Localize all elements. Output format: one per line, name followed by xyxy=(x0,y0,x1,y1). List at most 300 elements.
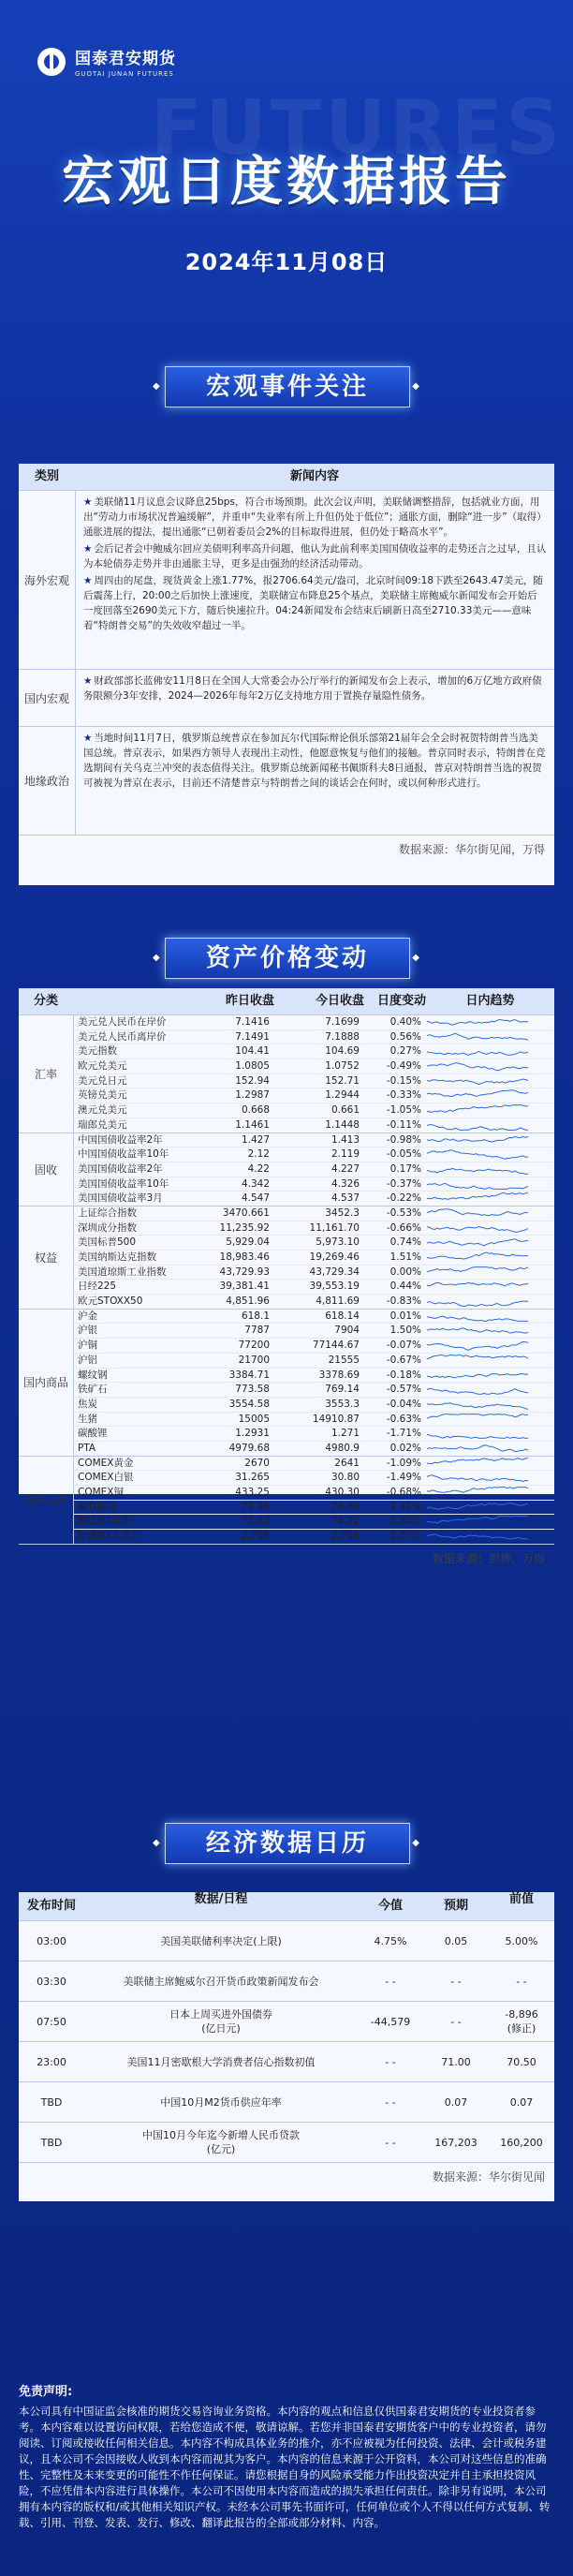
asset-section-banner xyxy=(0,932,573,985)
sparkline-line xyxy=(427,1355,528,1358)
asset-today-close: 1.2944 xyxy=(325,1089,360,1102)
calendar-source-note: 数据来源：华尔街见闻 xyxy=(19,2162,554,2190)
macro-col-category: 类别 xyxy=(34,469,59,483)
sparkline-line xyxy=(427,1389,528,1395)
intraday-sparkline xyxy=(427,1044,554,1059)
asset-row xyxy=(74,1044,554,1059)
calendar-event: 美国11月密歇根大学消费者信心指数初值 xyxy=(126,2055,316,2068)
asset-daily-change: 0.56% xyxy=(389,1030,421,1043)
sparkline-svg xyxy=(427,1192,528,1205)
calendar-row xyxy=(19,2122,554,2162)
asset-daily-change: -0.57% xyxy=(386,1384,421,1396)
calendar-row xyxy=(19,2081,554,2122)
intraday-sparkline xyxy=(427,1457,554,1471)
intraday-sparkline xyxy=(427,1413,554,1427)
calendar-time: 03:30 xyxy=(37,1975,66,1988)
asset-today-close: 4.537 xyxy=(331,1192,360,1205)
asset-col-category: 分类 xyxy=(33,994,58,1008)
calendar-forecast: 71.00 xyxy=(441,2055,471,2068)
asset-daily-change: -0.49% xyxy=(386,1060,421,1073)
asset-name: 英镑兑美元 xyxy=(78,1089,127,1102)
macro-news-item xyxy=(83,573,547,633)
asset-row xyxy=(74,1147,554,1162)
sparkline-svg xyxy=(427,1088,528,1102)
calendar-previous: 5.00% xyxy=(505,1934,538,1947)
asset-daily-change: -0.33% xyxy=(386,1089,421,1102)
macro-category: 海外宏观 xyxy=(19,491,76,669)
asset-name: 生猪 xyxy=(78,1413,97,1425)
sparkline-svg xyxy=(427,1030,528,1044)
sparkline-line xyxy=(427,1090,528,1097)
intraday-sparkline xyxy=(427,1530,554,1544)
asset-prev-close: 7.1416 xyxy=(235,1016,270,1028)
asset-name: 瑞郎兑美元 xyxy=(78,1118,127,1131)
star-icon: ★ xyxy=(83,733,93,744)
sparkline-line xyxy=(427,1445,528,1452)
calendar-col-actual: 今值 xyxy=(377,1899,403,1913)
calendar-col-forecast: 预期 xyxy=(443,1899,468,1913)
intraday-sparkline xyxy=(427,1354,554,1368)
asset-prev-close: 15005 xyxy=(238,1413,270,1425)
asset-name: 深圳成分指数 xyxy=(78,1221,137,1234)
star-icon: ★ xyxy=(83,543,93,555)
calendar-row xyxy=(19,2001,554,2041)
sparkline-svg xyxy=(427,1147,528,1161)
calendar-previous: -8,896 (修正) xyxy=(505,2008,538,2035)
intraday-sparkline xyxy=(427,1501,554,1515)
asset-prev-close: 4,851.96 xyxy=(226,1295,270,1308)
asset-today-close: 1.1448 xyxy=(325,1118,360,1131)
asset-prev-close: 773.58 xyxy=(235,1384,270,1396)
intraday-sparkline xyxy=(427,1398,554,1412)
asset-name: 沪铜 xyxy=(78,1340,97,1352)
sparkline-svg xyxy=(427,1177,528,1191)
asset-prev-close: 75.63 xyxy=(241,1516,270,1528)
calendar-row xyxy=(19,1920,554,1961)
asset-rows xyxy=(74,1310,554,1456)
intraday-sparkline xyxy=(427,1088,554,1103)
calendar-event: 中国10月M2货币供应年率 xyxy=(160,2095,282,2109)
asset-prev-close: 77200 xyxy=(238,1340,270,1352)
intraday-sparkline xyxy=(427,1192,554,1206)
sparkline-line xyxy=(427,1252,528,1259)
sparkline-line xyxy=(427,1475,528,1482)
sparkline-line xyxy=(427,1079,528,1085)
asset-today-close: 74.92 xyxy=(331,1516,360,1528)
sparkline-line xyxy=(427,1063,528,1071)
sparkline-svg xyxy=(427,1427,528,1440)
asset-table-body xyxy=(19,1014,554,1544)
sparkline-svg xyxy=(427,1280,528,1293)
intraday-sparkline xyxy=(427,1266,554,1280)
calendar-actual: - - xyxy=(385,2136,396,2149)
asset-prev-close: 1.1461 xyxy=(235,1118,270,1131)
asset-col-intraday-trend: 日内趋势 xyxy=(465,994,515,1008)
sparkline-line xyxy=(427,1403,528,1410)
asset-row xyxy=(74,1059,554,1074)
asset-today-close: 3553.3 xyxy=(325,1398,360,1410)
sparkline-line xyxy=(427,1373,528,1377)
asset-prev-close: 618.1 xyxy=(241,1310,270,1322)
asset-row xyxy=(74,1427,554,1442)
asset-price-card xyxy=(19,988,554,1565)
disclaimer-text: 本公司具有中国证监会核准的期货交易咨询业务资格。本内容的观点和信息仅供国泰君安期货的专业投资者参考。本内容难以设置访问权限，若给您造成不便，敬请谅解。若您并非国泰君安期货客户中的专业投资者，请勿阅读、订阅或接收任何相关信息。本内容不构成具体业务的推介，亦不应被视为任何投资、法律、会计或税务建议，且本公司不会因接收人收到本内容而视其为客户。本内容的信息来源于公开资料，本公司对这些信息的准确性、完整性及未来变更的可能性不作任何保证。请您根据自身的风险承受能力作出投资决定并自主承担投资风险，不应凭借本内容进行具体操作。本公司不因使用本内容而造成的损失承担任何责任。除非另有说明，本公司拥有本内容的版权和/或其他相关知识产权。未经本公司事先书面许可，任何单位或个人不得以任何方式复制、转载、引用、刊登、发表、发行、修改、翻译此报告的全部或部分材料、内容。 xyxy=(19,2405,551,2529)
macro-section-title: ◆ 宏观事件关注 ◆ xyxy=(165,366,410,407)
sparkline-svg xyxy=(427,1118,528,1132)
asset-name: 美元兑日元 xyxy=(78,1074,127,1087)
intraday-sparkline xyxy=(427,1207,554,1221)
calendar-section-title: ◆ 经济数据日历 ◆ xyxy=(165,1823,410,1864)
asset-today-close: 430.30 xyxy=(325,1487,360,1498)
sparkline-line xyxy=(427,1033,528,1040)
asset-daily-change: -0.53% xyxy=(386,1207,421,1219)
asset-name: BRENT原油 xyxy=(78,1516,131,1528)
sparkline-svg xyxy=(427,1457,528,1470)
company-name-cn: 国泰君安期货 xyxy=(75,50,176,68)
asset-prev-close: 7787 xyxy=(244,1325,270,1337)
asset-prev-close: 18,983.46 xyxy=(219,1251,270,1263)
intraday-sparkline xyxy=(427,1383,554,1397)
calendar-time: 03:00 xyxy=(37,1934,66,1947)
asset-daily-change: -1.71% xyxy=(386,1428,421,1440)
asset-row xyxy=(74,1030,554,1045)
asset-name: 美国国债收益率3月 xyxy=(78,1192,163,1205)
sparkline-line xyxy=(427,1020,528,1026)
macro-section-banner xyxy=(0,361,573,413)
asset-col-prev-close: 昨日收盘 xyxy=(225,994,274,1008)
asset-prev-close: 1.0805 xyxy=(235,1060,270,1073)
asset-row xyxy=(74,1310,554,1325)
asset-rows xyxy=(74,1133,554,1206)
asset-today-close: 2.758 xyxy=(331,1531,360,1543)
intraday-sparkline xyxy=(427,1324,554,1338)
intraday-sparkline xyxy=(427,1059,554,1073)
asset-daily-change: -0.67% xyxy=(386,1354,421,1366)
sparkline-line xyxy=(427,1105,528,1113)
asset-prev-close: 7.1491 xyxy=(235,1030,270,1043)
calendar-actual: 4.75% xyxy=(374,1934,407,1947)
asset-daily-change: -1.09% xyxy=(386,1457,421,1469)
sparkline-line xyxy=(427,1239,528,1246)
asset-row xyxy=(74,1486,554,1501)
asset-name: COMEX白银 xyxy=(78,1472,134,1484)
asset-daily-change: -0.05% xyxy=(386,1148,421,1161)
asset-name: 澳元兑美元 xyxy=(78,1104,127,1117)
sparkline-svg xyxy=(427,1133,528,1147)
asset-today-close: 14910.87 xyxy=(312,1413,360,1425)
calendar-event: 日本上周买进外国债券 (亿日元) xyxy=(169,2008,272,2035)
sparkline-svg xyxy=(427,1207,528,1220)
asset-row xyxy=(74,1074,554,1089)
asset-name: 沪铝 xyxy=(78,1354,97,1366)
intraday-sparkline xyxy=(427,1074,554,1088)
calendar-forecast: 167,203 xyxy=(434,2136,478,2149)
asset-today-close: 104.69 xyxy=(325,1045,360,1058)
asset-today-close: 19,269.46 xyxy=(309,1251,360,1263)
calendar-event: 美国美联储利率决定(上限) xyxy=(160,1934,282,1947)
asset-name: 美元指数 xyxy=(78,1045,117,1058)
calendar-col-previous: 前值 xyxy=(508,1892,534,1906)
calendar-time: TBD xyxy=(40,2136,63,2149)
sparkline-svg xyxy=(427,1015,528,1029)
logo-icon xyxy=(37,48,66,76)
asset-name: 美国国债收益率2年 xyxy=(78,1162,163,1175)
asset-today-close: 152.71 xyxy=(325,1074,360,1087)
star-icon: ★ xyxy=(83,575,93,586)
calendar-col-time: 发布时间 xyxy=(26,1899,76,1913)
asset-section-title: ◆ 资产价格变动 ◆ xyxy=(165,938,410,979)
macro-news-text: 美联储11月议息会议降息25bps，符合市场预期。此次会议声明，美联储调整措辞，包括就业方面，用出“劳动力市场状况普遍缓解”，并重申“失业率有所上升但仍处于低位”；通胀方面，删除“进一步”（取得）通胀进展的提法，提出通胀“已朝着委员会2%的目标取得进展，但仍处于略高水平”。 xyxy=(83,496,547,538)
asset-today-close: 7.1699 xyxy=(325,1016,360,1028)
sparkline-line xyxy=(427,1316,528,1321)
macro-news-item xyxy=(83,541,547,571)
sparkline-line xyxy=(427,1209,528,1216)
report-date: 2024年11月08日 xyxy=(184,249,389,275)
sparkline-svg xyxy=(427,1398,528,1411)
sparkline-svg xyxy=(427,1162,528,1176)
asset-prev-close: 5,929.04 xyxy=(226,1236,270,1249)
calendar-actual: - - xyxy=(385,2095,396,2109)
asset-row xyxy=(74,1369,554,1384)
sparkline-line xyxy=(427,1136,528,1142)
asset-prev-close: 31.265 xyxy=(235,1472,270,1484)
company-logo xyxy=(37,45,176,78)
intraday-sparkline xyxy=(427,1133,554,1147)
asset-daily-change: -1.49% xyxy=(386,1472,421,1484)
intraday-sparkline xyxy=(427,1103,554,1118)
macro-row xyxy=(19,490,554,669)
calendar-forecast: - - xyxy=(450,2015,462,2028)
intraday-sparkline xyxy=(427,1147,554,1162)
asset-daily-change: -0.15% xyxy=(386,1074,421,1087)
sparkline-svg xyxy=(427,1413,528,1426)
calendar-previous: 70.50 xyxy=(507,2055,536,2068)
report-header xyxy=(0,0,573,323)
asset-prev-close: 3554.58 xyxy=(228,1398,270,1410)
asset-daily-change: 0.44% xyxy=(389,1281,421,1293)
calendar-previous: - - xyxy=(516,1975,527,1988)
asset-daily-change: 0.02% xyxy=(389,1442,421,1454)
asset-today-close: 7.1888 xyxy=(325,1030,360,1043)
asset-name: 美国标普500 xyxy=(78,1236,137,1249)
sparkline-svg xyxy=(427,1354,528,1367)
sparkline-line xyxy=(427,1266,528,1271)
calendar-time: 07:50 xyxy=(37,2015,66,2028)
asset-group xyxy=(19,1309,554,1456)
asset-row xyxy=(74,1471,554,1486)
asset-name: 碳酸锂 xyxy=(78,1428,108,1440)
asset-row xyxy=(74,1236,554,1251)
intraday-sparkline xyxy=(427,1339,554,1353)
asset-row xyxy=(74,1457,554,1472)
macro-table-body xyxy=(19,490,554,835)
asset-daily-change: 0.07% xyxy=(389,1531,421,1543)
company-name-en: GUOTAI JUNAN FUTURES xyxy=(75,70,174,78)
asset-category: 汇率 xyxy=(19,1015,74,1133)
asset-name: WTI原油 xyxy=(78,1501,116,1513)
asset-daily-change: 0.27% xyxy=(389,1045,421,1058)
macro-items xyxy=(76,727,554,835)
asset-name: 日经225 xyxy=(78,1281,117,1293)
asset-today-close: 11,161.70 xyxy=(309,1221,360,1234)
sparkline-svg xyxy=(427,1251,528,1264)
asset-daily-change: -0.22% xyxy=(386,1192,421,1205)
sparkline-svg xyxy=(427,1515,528,1528)
asset-daily-change: -0.04% xyxy=(386,1398,421,1410)
star-icon: ★ xyxy=(83,496,93,508)
asset-daily-change: 1.50% xyxy=(389,1325,421,1337)
sparkline-line xyxy=(427,1283,528,1287)
asset-daily-change: 0.01% xyxy=(389,1310,421,1322)
intraday-sparkline xyxy=(427,1221,554,1236)
asset-today-close: 2641 xyxy=(334,1457,360,1469)
asset-today-close: 4.326 xyxy=(331,1177,360,1190)
intraday-sparkline xyxy=(427,1515,554,1529)
report-title: 宏观日度数据报告 xyxy=(62,152,511,213)
asset-name: COMEX黄金 xyxy=(78,1457,134,1469)
asset-prev-close: 43,729.93 xyxy=(219,1266,270,1278)
intraday-sparkline xyxy=(427,1177,554,1192)
asset-rows xyxy=(74,1457,554,1544)
asset-today-close: 1.271 xyxy=(331,1428,360,1440)
calendar-row xyxy=(19,2041,554,2081)
macro-col-content: 新闻内容 xyxy=(289,469,339,483)
asset-daily-change: -0.68% xyxy=(386,1487,421,1498)
macro-news-item xyxy=(83,731,547,791)
asset-row xyxy=(74,1295,554,1309)
asset-row xyxy=(74,1339,554,1354)
sparkline-line xyxy=(427,1458,528,1463)
asset-row xyxy=(74,1280,554,1295)
calendar-actual: - - xyxy=(385,1975,396,1988)
disclaimer-title: 免责声明: xyxy=(19,2385,73,2399)
asset-row xyxy=(74,1383,554,1398)
asset-today-close: 7904 xyxy=(334,1325,360,1337)
asset-row xyxy=(74,1324,554,1339)
sparkline-svg xyxy=(427,1236,528,1249)
macro-category: 国内宏观 xyxy=(19,670,76,726)
asset-daily-change: -1.49% xyxy=(386,1501,421,1513)
asset-today-close: 39,553.19 xyxy=(309,1281,360,1293)
calendar-previous: 0.07 xyxy=(509,2095,534,2109)
asset-today-close: 618.14 xyxy=(325,1310,360,1322)
asset-prev-close: 1.427 xyxy=(241,1133,270,1146)
asset-name: 沪银 xyxy=(78,1325,97,1337)
macro-events-card xyxy=(19,464,554,885)
asset-prev-close: 433.25 xyxy=(235,1487,270,1498)
calendar-event: 美联储主席鲍威尔召开货币政策新闻发布会 xyxy=(123,1975,319,1988)
sparkline-line xyxy=(427,1301,528,1306)
asset-table-header xyxy=(19,988,554,1014)
asset-row xyxy=(74,1354,554,1369)
asset-today-close: 70.89 xyxy=(331,1501,360,1513)
sparkline-svg xyxy=(427,1295,528,1308)
asset-group xyxy=(19,1206,554,1309)
asset-daily-change: 0.74% xyxy=(389,1236,421,1249)
asset-category: 国内商品 xyxy=(19,1310,74,1456)
intraday-sparkline xyxy=(427,1471,554,1485)
macro-news-text: 财政部部长蓝佛安11月8日在全国人大常委会办公厅举行的新闻发布会上表示，增加的6万亿地方政府债务限额分3年安排，2024—2026年每年2万亿支持地方用于置换存量隐性债务。 xyxy=(83,675,542,702)
asset-row xyxy=(74,1251,554,1266)
asset-rows xyxy=(74,1207,554,1309)
asset-name: 螺纹钢 xyxy=(78,1369,108,1381)
sparkline-svg xyxy=(427,1471,528,1484)
macro-row xyxy=(19,726,554,835)
asset-row xyxy=(74,1177,554,1192)
asset-prev-close: 11,235.92 xyxy=(219,1221,270,1234)
calendar-forecast: - - xyxy=(450,1975,462,1988)
macro-row xyxy=(19,669,554,726)
asset-category: 海外商品 xyxy=(19,1457,74,1544)
intraday-sparkline xyxy=(427,1295,554,1309)
asset-prev-close: 1.2987 xyxy=(235,1089,270,1102)
calendar-time: 23:00 xyxy=(37,2055,66,2068)
calendar-time: TBD xyxy=(40,2095,63,2109)
sparkline-svg xyxy=(427,1486,528,1499)
asset-row xyxy=(74,1133,554,1148)
asset-row xyxy=(74,1530,554,1544)
sparkline-line xyxy=(427,1052,528,1056)
asset-today-close: 5,973.10 xyxy=(316,1236,360,1249)
asset-daily-change: -0.07% xyxy=(386,1340,421,1352)
intraday-sparkline xyxy=(427,1369,554,1383)
calendar-table-header xyxy=(19,1892,554,1920)
sparkline-line xyxy=(427,1168,528,1174)
asset-row xyxy=(74,1266,554,1281)
asset-row xyxy=(74,1088,554,1103)
asset-name: PTA xyxy=(78,1442,96,1454)
sparkline-svg xyxy=(427,1044,528,1058)
asset-today-close: 3378.69 xyxy=(318,1369,360,1381)
asset-today-close: 4,811.69 xyxy=(316,1295,360,1308)
asset-daily-change: -0.66% xyxy=(386,1221,421,1234)
sparkline-line xyxy=(427,1342,528,1351)
asset-name: 中国国债收益率10年 xyxy=(78,1148,169,1161)
sparkline-svg xyxy=(427,1266,528,1279)
asset-row xyxy=(74,1015,554,1030)
intraday-sparkline xyxy=(427,1251,554,1265)
asset-name: 上证综合指数 xyxy=(78,1207,137,1219)
macro-news-text: 当地时间11月7日，俄罗斯总统普京在参加瓦尔代国际辩论俱乐部第21届年会全会时祝贺特朗普当选美国总统。普京表示，如果西方领导人表现出主动性，他愿意恢复与他们的接触。普京同时表示，特朗普在竞选期间有关乌克兰冲突的表态值得关注。俄罗斯总统新闻秘书佩斯科夫8日通报，普京对特朗普当选的祝贺可被视为普京在表示，目前还不清楚普京与特朗普之间的谈话会在何时，或以何种形式进行。 xyxy=(83,733,546,789)
sparkline-line xyxy=(427,1183,528,1189)
asset-prev-close: 21700 xyxy=(238,1354,270,1366)
asset-daily-change: -0.98% xyxy=(386,1133,421,1146)
asset-group xyxy=(19,1014,554,1133)
asset-daily-change: -0.11% xyxy=(386,1118,421,1131)
asset-daily-change: 0.17% xyxy=(389,1162,421,1175)
asset-row xyxy=(74,1192,554,1206)
asset-daily-change: 1.51% xyxy=(389,1251,421,1263)
calendar-event: 中国10月今年迄今新增人民币贷款 (亿元) xyxy=(142,2129,300,2155)
asset-daily-change: -0.63% xyxy=(386,1413,421,1425)
sparkline-line xyxy=(427,1435,528,1439)
asset-col-name xyxy=(73,988,184,1014)
intraday-sparkline xyxy=(427,1310,554,1324)
asset-row xyxy=(74,1515,554,1530)
asset-daily-change: 0.40% xyxy=(389,1016,421,1028)
asset-prev-close: 4979.68 xyxy=(228,1442,270,1454)
calendar-actual: - - xyxy=(385,2055,396,2068)
sparkline-svg xyxy=(427,1324,528,1337)
asset-name: NYMEX天然气 xyxy=(78,1531,142,1543)
sparkline-line xyxy=(427,1150,528,1159)
asset-daily-change: 0.00% xyxy=(389,1266,421,1278)
sparkline-svg xyxy=(427,1501,528,1514)
asset-prev-close: 71.96 xyxy=(241,1501,270,1513)
asset-name: 美元兑人民币离岸价 xyxy=(78,1030,167,1043)
intraday-sparkline xyxy=(427,1442,554,1456)
calendar-col-event: 数据/日程 xyxy=(194,1892,248,1906)
